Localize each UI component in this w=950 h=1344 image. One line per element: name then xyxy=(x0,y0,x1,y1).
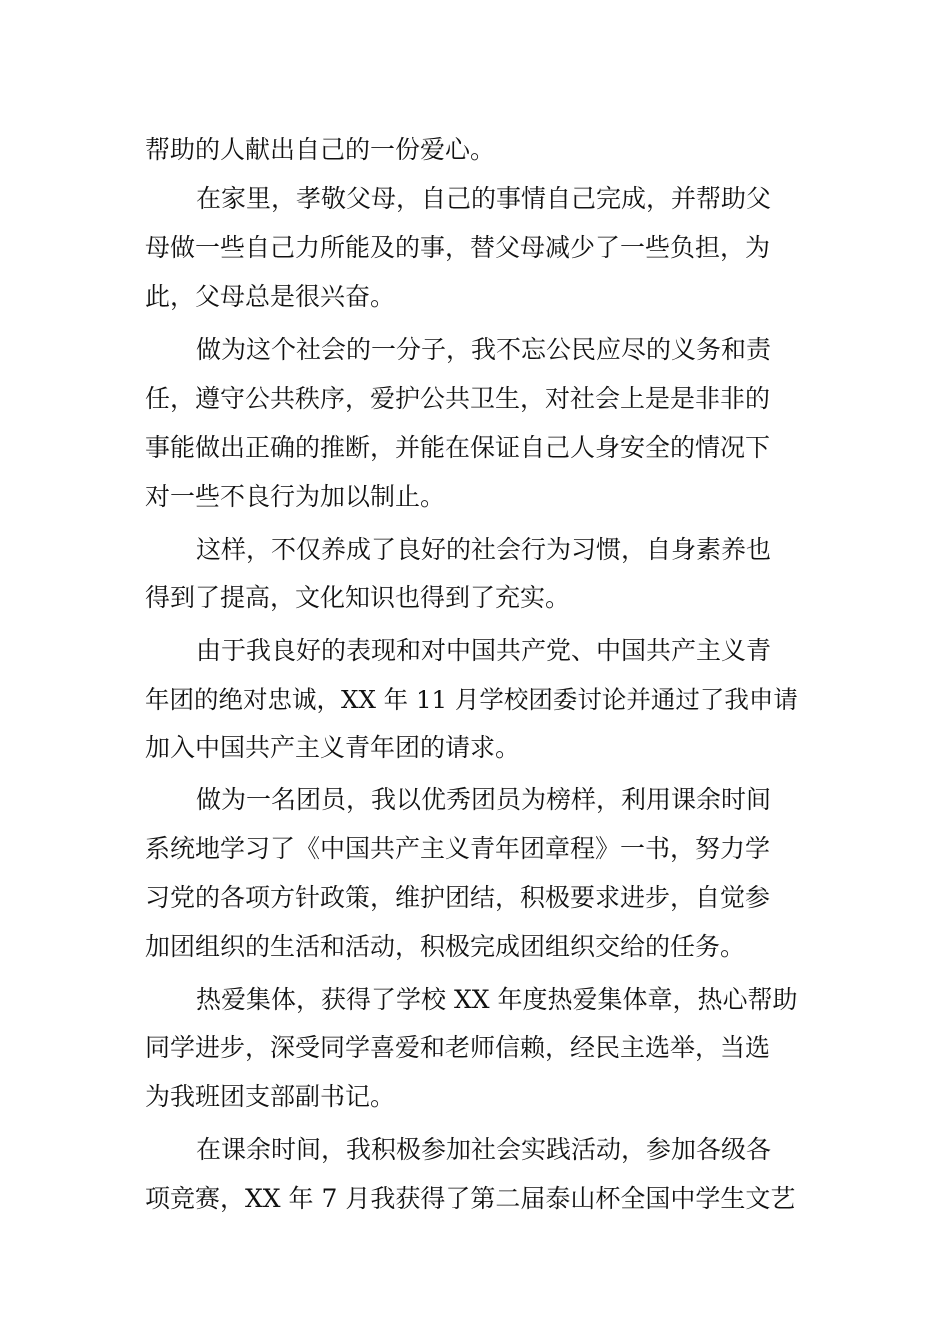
text-line: 项竞赛，XX 年 7 月我获得了第二届泰山杯全国中学生文艺 xyxy=(145,1184,796,1213)
text-line: 事能做出正确的推断，并能在保证自己人身安全的情况下 xyxy=(145,433,771,462)
text-line: 得到了提高，文化知识也得到了充实。 xyxy=(145,583,571,612)
paragraph-first-line: 由于我良好的表现和对中国共产党、中国共产主义青 xyxy=(196,636,772,665)
text-line: 任，遵守公共秩序，爱护公共卫生，对社会上是是非非的 xyxy=(145,384,771,413)
paragraph-first-line: 在课余时间，我积极参加社会实践活动，参加各级各 xyxy=(196,1135,772,1164)
paragraph-first-line: 做为这个社会的一分子，我不忘公民应尽的义务和责 xyxy=(196,335,772,364)
paragraph-first-line: 这样，不仅养成了良好的社会行为习惯，自身素养也 xyxy=(196,535,772,564)
text-line: 帮助的人献出自己的一份爱心。 xyxy=(145,135,496,164)
text-line: 系统地学习了《中国共产主义青年团章程》一书，努力学 xyxy=(145,834,771,863)
text-line: 年团的绝对忠诚，XX 年 11 月学校团委讨论并通过了我申请 xyxy=(145,685,798,714)
text-line: 对一些不良行为加以制止。 xyxy=(145,482,446,511)
text-line: 习党的各项方针政策，维护团结，积极要求进步，自觉参 xyxy=(145,883,771,912)
text-line: 加团组织的生活和活动，积极完成团组织交给的任务。 xyxy=(145,932,746,961)
text-line: 母做一些自己力所能及的事，替父母减少了一些负担，为 xyxy=(145,233,771,262)
paragraph-first-line: 热爱集体，获得了学校 XX 年度热爱集体章，热心帮助 xyxy=(196,985,798,1014)
text-line: 为我班团支部副书记。 xyxy=(145,1082,396,1111)
text-line: 加入中国共产主义青年团的请求。 xyxy=(145,733,521,762)
text-line: 同学进步，深受同学喜爱和老师信赖，经民主选举，当选 xyxy=(145,1033,771,1062)
paragraph-first-line: 做为一名团员，我以优秀团员为榜样，利用课余时间 xyxy=(196,785,772,814)
paragraph-first-line: 在家里，孝敬父母，自己的事情自己完成，并帮助父 xyxy=(196,184,772,213)
text-line: 此，父母总是很兴奋。 xyxy=(145,282,396,311)
